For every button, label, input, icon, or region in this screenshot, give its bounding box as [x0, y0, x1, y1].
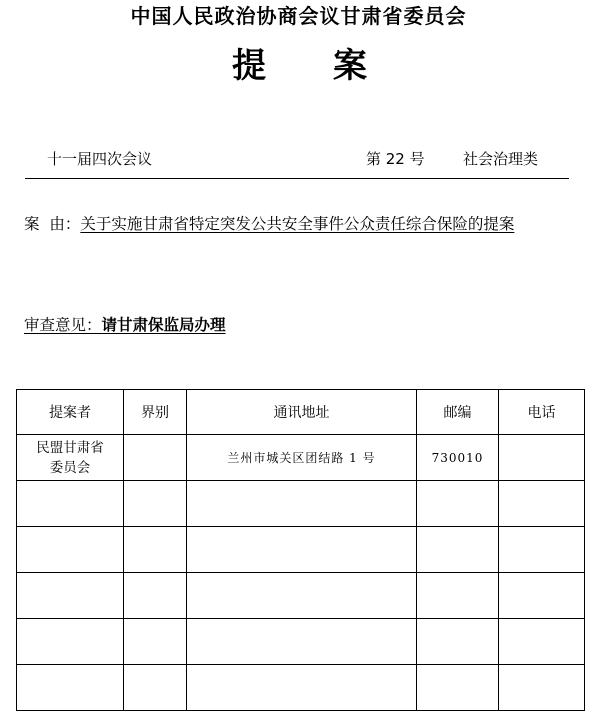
header-phone: 电话 — [499, 390, 585, 435]
meta-divider — [25, 178, 569, 179]
cell-address — [187, 619, 417, 665]
cell-sector — [124, 619, 187, 665]
table-row — [17, 435, 585, 481]
cell-address — [187, 573, 417, 619]
cell-postcode — [417, 665, 499, 711]
case-section — [24, 205, 580, 243]
proposer-table — [16, 389, 585, 711]
session-label: 十一届四次会议 — [47, 150, 153, 168]
cell-proposer — [17, 527, 124, 573]
cell-sector — [124, 573, 187, 619]
table-row — [17, 573, 585, 619]
cell-proposer — [17, 573, 124, 619]
header-address: 通讯地址 — [187, 390, 417, 435]
cell-postcode — [417, 481, 499, 527]
cell-proposer — [17, 665, 124, 711]
cell-sector — [124, 435, 187, 481]
proposal-category: 社会治理类 — [463, 150, 539, 168]
review-opinion: 请甘肃保监局办理 — [101, 316, 226, 334]
cell-phone — [499, 527, 585, 573]
review-section — [24, 310, 226, 340]
cell-address — [187, 527, 417, 573]
case-label: 案 由： — [24, 215, 81, 233]
cell-address — [187, 481, 417, 527]
table-row — [17, 481, 585, 527]
cell-proposer — [17, 481, 124, 527]
cell-phone — [499, 435, 585, 481]
header-postcode: 邮编 — [417, 390, 499, 435]
cell-sector — [124, 527, 187, 573]
header-proposer: 提案者 — [17, 390, 124, 435]
table-row — [17, 665, 585, 711]
table-row — [17, 527, 585, 573]
cell-proposer — [17, 619, 124, 665]
proposer-name: 民盟甘肃省委员会 — [36, 439, 104, 476]
cell-sector — [124, 481, 187, 527]
cell-phone — [499, 665, 585, 711]
cell-postcode — [417, 527, 499, 573]
table-row — [17, 619, 585, 665]
case-title: 关于实施甘肃省特定突发公共安全事件公众责任综合保险的提案 — [80, 215, 515, 233]
cell-address: 兰州市城关区团结路 1 号 — [187, 435, 417, 481]
cell-postcode: 730010 — [417, 435, 499, 481]
table-header-row — [17, 390, 585, 435]
cell-postcode — [417, 619, 499, 665]
header-sector: 界别 — [124, 390, 187, 435]
cell-phone — [499, 619, 585, 665]
cell-sector — [124, 665, 187, 711]
organization-title: 中国人民政治协商会议甘肃省委员会 — [130, 4, 467, 28]
document-title-char-2: 案 — [333, 46, 367, 86]
cell-phone — [499, 481, 585, 527]
cell-postcode — [417, 573, 499, 619]
document-title-char-1: 提 — [232, 46, 266, 86]
cell-phone — [499, 573, 585, 619]
cell-proposer — [17, 435, 124, 481]
cell-address — [187, 665, 417, 711]
proposal-number: 第 22 号 — [366, 150, 425, 168]
review-label: 审查意见： — [24, 316, 102, 334]
